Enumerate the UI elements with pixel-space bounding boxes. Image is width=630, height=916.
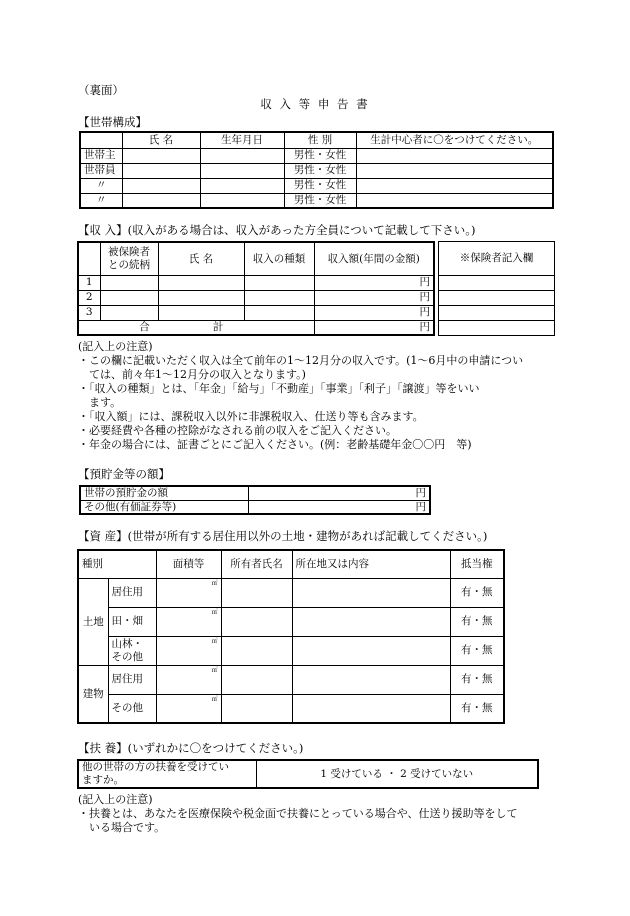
row-number: 2 xyxy=(78,290,100,305)
notes-heading: (記入上の注意) xyxy=(78,340,153,353)
table-row xyxy=(80,500,430,514)
name-cell[interactable] xyxy=(122,148,200,163)
table-row xyxy=(80,163,553,178)
location-cell[interactable] xyxy=(292,694,450,723)
livelihood-cell[interactable] xyxy=(356,193,553,208)
header-location: 所在地又は内容 xyxy=(292,550,450,578)
table-cell xyxy=(80,132,122,148)
row-label: 〃 xyxy=(80,193,122,208)
support-question-line2: ますか。 xyxy=(82,774,124,786)
mortgage-cell[interactable]: 有・無 xyxy=(450,636,504,665)
livelihood-cell[interactable] xyxy=(356,163,553,178)
income-table xyxy=(77,241,435,336)
amount-cell[interactable]: 円 xyxy=(314,305,434,320)
header-relation-line1: 被保険者 xyxy=(108,245,150,258)
table-row xyxy=(80,132,553,148)
asset-type: 田・畑 xyxy=(108,607,156,636)
table-row xyxy=(439,291,555,306)
relation-cell[interactable] xyxy=(100,305,158,320)
area-cell[interactable] xyxy=(156,636,221,665)
name-cell[interactable] xyxy=(122,163,200,178)
area-unit: ㎡ xyxy=(211,637,218,645)
asset-type: 居住用 xyxy=(108,665,156,694)
table-row xyxy=(80,178,553,193)
note-line: ・必要経費や各種の控除がなされる前の収入をご記入ください。 xyxy=(78,424,397,437)
header-income-amount: 収入額(年間の金額) xyxy=(314,242,434,275)
name-cell[interactable] xyxy=(158,305,244,320)
area-unit: ㎡ xyxy=(211,579,218,587)
area-unit: ㎡ xyxy=(211,666,218,674)
table-row xyxy=(439,321,555,336)
sex-cell[interactable]: 男性・女性 xyxy=(284,178,356,193)
household-table xyxy=(79,131,554,209)
area-cell[interactable] xyxy=(156,665,221,694)
header-relation-line2: との続柄 xyxy=(108,258,150,271)
mortgage-cell[interactable]: 有・無 xyxy=(450,607,504,636)
savings-label: 世帯の預貯金の額 xyxy=(80,486,248,500)
row-label: 〃 xyxy=(80,178,122,193)
asset-type: 山林・その他 xyxy=(108,636,156,665)
header-name: 氏 名 xyxy=(158,242,244,275)
type-cell[interactable] xyxy=(244,275,314,290)
livelihood-cell[interactable] xyxy=(356,178,553,193)
table-cell xyxy=(78,242,100,275)
header-category: 種別 xyxy=(78,550,156,578)
support-question xyxy=(78,760,256,788)
note-line: いる場合です。 xyxy=(78,821,166,834)
note-line: ては、前々年1～12月分の収入となります。) xyxy=(78,368,306,381)
header-birthdate: 生年月日 xyxy=(200,132,284,148)
income-heading: 【収 入】(収入がある場合は、収入があった方全員について記載して下さい。) xyxy=(78,223,476,237)
birthdate-cell[interactable] xyxy=(200,193,284,208)
header-livelihood: 生計中心者に〇をつけてください。 xyxy=(356,132,553,148)
assets-heading: 【資 産】(世帯が所有する居住用以外の土地・建物があれば記載してください。) xyxy=(78,529,488,543)
total-amount-cell[interactable]: 円 xyxy=(314,320,434,335)
owner-cell[interactable] xyxy=(221,578,292,607)
sex-cell[interactable]: 男性・女性 xyxy=(284,148,356,163)
row-number: 3 xyxy=(78,305,100,320)
table-row xyxy=(78,305,434,320)
table-row xyxy=(78,760,538,788)
note-line: ます。 xyxy=(78,396,122,409)
other-assets-label: その他(有価証券等) xyxy=(80,500,248,514)
amount-cell[interactable]: 円 xyxy=(314,290,434,305)
table-row xyxy=(439,242,555,276)
area-unit: ㎡ xyxy=(211,695,218,703)
notes2-heading: (記入上の注意) xyxy=(78,793,153,806)
savings-heading: 【預貯金等の額】 xyxy=(78,467,170,481)
name-cell[interactable] xyxy=(158,275,244,290)
asset-type: 居住用 xyxy=(108,578,156,607)
location-cell[interactable] xyxy=(292,665,450,694)
location-cell[interactable] xyxy=(292,636,450,665)
page-title: 収 入 等 申 告 書 xyxy=(260,97,370,111)
relation-cell[interactable] xyxy=(100,275,158,290)
group-land-label: 土地 xyxy=(78,578,108,665)
area-cell[interactable] xyxy=(156,578,221,607)
asset-type: その他 xyxy=(108,694,156,723)
other-assets-amount-cell[interactable]: 円 xyxy=(248,500,430,514)
household-heading: 【世帯構成】 xyxy=(78,115,147,129)
header-area: 面積等 xyxy=(156,550,221,578)
group-building-label: 建物 xyxy=(78,665,108,723)
area-cell[interactable] xyxy=(156,694,221,723)
row-number: 1 xyxy=(78,275,100,290)
savings-table xyxy=(79,485,431,515)
insurer-cell xyxy=(439,276,555,291)
name-cell[interactable] xyxy=(122,193,200,208)
table-row xyxy=(78,242,434,275)
note-line: ・年金の場合には、証書ごとにご記入ください。(例：老齢基礎年金〇〇円 等) xyxy=(78,438,472,451)
header-mortgage: 抵当権 xyxy=(450,550,504,578)
table-row xyxy=(80,148,553,163)
row-label: 世帯員 xyxy=(80,163,122,178)
row-label: 世帯主 xyxy=(80,148,122,163)
note-line: ・この欄に記載いただく収入は全て前年の1～12月分の収入です。(1～6月中の申請につい xyxy=(78,354,524,367)
name-cell[interactable] xyxy=(158,290,244,305)
note-line: ・「収入額」には、課税収入以外に非課税収入、仕送り等も含みます。 xyxy=(78,410,424,423)
header-owner: 所有者氏名 xyxy=(221,550,292,578)
table-row xyxy=(78,550,504,578)
table-row xyxy=(78,275,434,290)
side-label: （裏面） xyxy=(78,83,124,97)
mortgage-cell[interactable]: 有・無 xyxy=(450,694,504,723)
table-row xyxy=(78,320,434,335)
mortgage-cell[interactable]: 有・無 xyxy=(450,665,504,694)
name-cell[interactable] xyxy=(122,178,200,193)
insurer-cell xyxy=(439,306,555,321)
amount-cell[interactable]: 円 xyxy=(314,275,434,290)
support-heading: 【扶 養】(いずれかに〇をつけてください。) xyxy=(78,741,304,755)
total-label: 合 計 xyxy=(78,320,314,335)
sex-cell[interactable]: 男性・女性 xyxy=(284,163,356,178)
relation-cell[interactable] xyxy=(100,290,158,305)
header-income-type: 収入の種類 xyxy=(244,242,314,275)
location-cell[interactable] xyxy=(292,578,450,607)
support-options[interactable]: 1 受けている ・ 2 受けていない xyxy=(256,760,538,788)
area-unit: ㎡ xyxy=(211,608,218,616)
birthdate-cell[interactable] xyxy=(200,148,284,163)
table-row xyxy=(78,607,504,636)
header-relation xyxy=(100,242,158,275)
type-cell[interactable] xyxy=(244,305,314,320)
livelihood-cell[interactable] xyxy=(356,148,553,163)
table-row xyxy=(78,694,504,723)
support-table xyxy=(77,759,539,789)
table-row xyxy=(439,306,555,321)
note-line: ・扶養とは、あなたを医療保険や税金面で扶養にとっている場合や、仕送り援助等をして xyxy=(78,807,518,820)
insurer-header: ※保険者記入欄 xyxy=(439,242,555,276)
location-cell[interactable] xyxy=(292,607,450,636)
table-row xyxy=(78,578,504,607)
owner-cell[interactable] xyxy=(221,694,292,723)
table-row xyxy=(78,290,434,305)
type-cell[interactable] xyxy=(244,290,314,305)
table-row xyxy=(80,193,553,208)
insurer-table xyxy=(438,241,555,336)
table-row xyxy=(439,276,555,291)
owner-cell[interactable] xyxy=(221,607,292,636)
insurer-cell xyxy=(439,291,555,306)
header-name: 氏 名 xyxy=(122,132,200,148)
table-row xyxy=(80,486,430,500)
insurer-cell xyxy=(439,321,555,336)
table-row xyxy=(78,636,504,665)
owner-cell[interactable] xyxy=(221,665,292,694)
support-question-line1: 他の世帯の方の扶養を受けてい xyxy=(82,761,229,773)
birthdate-cell[interactable] xyxy=(200,163,284,178)
sex-cell[interactable]: 男性・女性 xyxy=(284,193,356,208)
table-row xyxy=(78,665,504,694)
assets-table xyxy=(77,549,505,724)
mortgage-cell[interactable]: 有・無 xyxy=(450,578,504,607)
savings-amount-cell[interactable]: 円 xyxy=(248,486,430,500)
birthdate-cell[interactable] xyxy=(200,178,284,193)
header-sex: 性 別 xyxy=(284,132,356,148)
note-line: ・「収入の種類」とは、「年金」「給与」「不動産」「事業」「利子」「譲渡」等をいい xyxy=(78,382,480,395)
owner-cell[interactable] xyxy=(221,636,292,665)
area-cell[interactable] xyxy=(156,607,221,636)
